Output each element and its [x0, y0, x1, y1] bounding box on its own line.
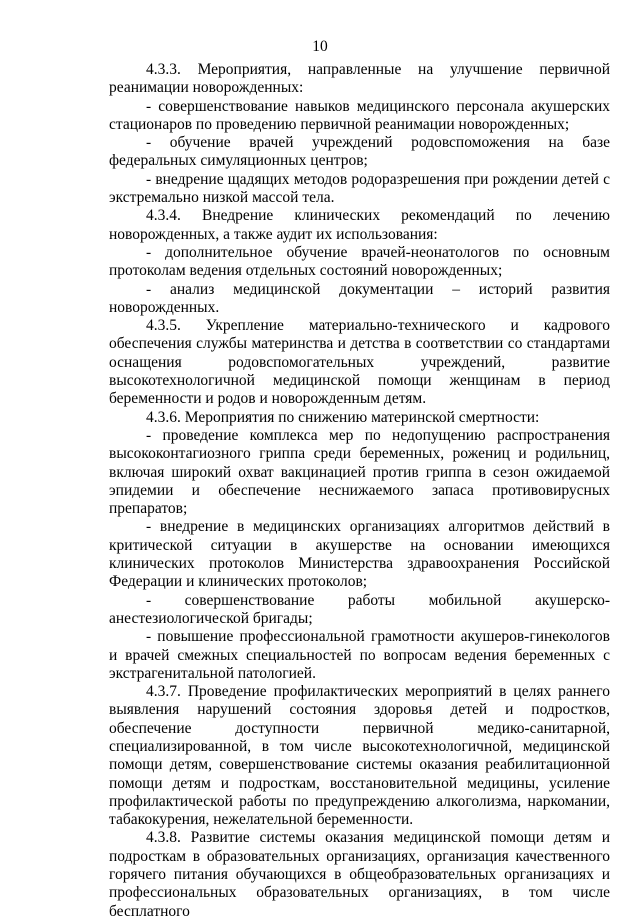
list-item-flu-prevention: - проведение комплекса мер по недопущению распространения высококонтагиозного гриппа среди беременных, рожениц и родильниц, включая широкий охват вакцинацией против гриппа в сезон ожидаемой эпидемии и обеспечение неснижаемого запаса противовирусных препаратов; — [109, 426, 610, 518]
list-item-neonatologist-training: - дополнительное обучение врачей-неонатологов по основным протоколам ведения отдельных состояний новорожденных; — [109, 243, 610, 280]
list-item-mobile-brigade: - совершенствование работы мобильной акушерско-анестезиологической бригады; — [109, 591, 610, 627]
paragraph-4-3-3-heading: 4.3.3. Мероприятия, направленные на улучшение первичной реанимации новорожденных: — [109, 61, 610, 97]
list-item-documentation-analysis: - анализ медицинской документации – историй развития новорожденных. — [109, 280, 610, 316]
page-number: 10 — [312, 38, 328, 55]
list-item-professional-literacy: - повышение профессиональной грамотности акушеров-гинекологов и врачей смежных специальностей по вопросам ведения беременных с экстрагенитальной патологией. — [109, 628, 610, 682]
paragraph-4-3-4-heading: 4.3.4. Внедрение клинических рекомендаций по лечению новорожденных, а также аудит их использования: — [109, 207, 610, 243]
list-item-critical-algorithms: - внедрение в медицинских организациях алгоритмов действий в критической ситуации в акушерстве на основании имеющихся клинических протоколов Министерства здравоохранения Российской Федерации и клинических протоколов; — [109, 518, 610, 591]
document-body — [109, 61, 610, 921]
list-item-simulation-centers: - обучение врачей учреждений родовспоможения на базе федеральных симуляционных центров; — [109, 134, 610, 170]
paragraph-4-3-6-heading: 4.3.6. Мероприятия по снижению материнской смертности: — [146, 408, 540, 426]
list-item-reanimation-training: - совершенствование навыков медицинского персонала акушерских стационаров по проведению первичной реанимации новорожденных; — [109, 97, 610, 133]
list-item-gentle-delivery: - внедрение щадящих методов родоразрешения при рождении детей с экстремально низкой массой тела. — [109, 170, 610, 207]
paragraph-4-3-8: 4.3.8. Развитие системы оказания медицинской помощи детям и подросткам в образовательных организациях, организация качественного горячего питания обучающихся в общеобразовательных организациях и профессиональных образовательных организациях, в том числе бесплатного — [109, 829, 610, 920]
paragraph-4-3-5: 4.3.5. Укрепление материально-технического и кадрового обеспечения службы материнства и детства в соответствии со стандартами оснащения родовспомогательных учреждений, развитие высокотехнологичной медицинской помощи женщинам в период беременности и родов и новорожденным детям. — [109, 317, 610, 408]
paragraph-4-3-7: 4.3.7. Проведение профилактических мероприятий в целях раннего выявления нарушений состояния здоровья детей и подростков, обеспечение доступности первичной медико-санитарной, специализированной, в том числе высокотехнологичной, медицинской помощи детям, совершенствование системы оказания реабилитационной помощи детям и подросткам, восстановительной медицины, усиление профилактической работы по предупреждению алкоголизма, наркомании, табакокурения, нежелательной беременности. — [109, 683, 610, 829]
